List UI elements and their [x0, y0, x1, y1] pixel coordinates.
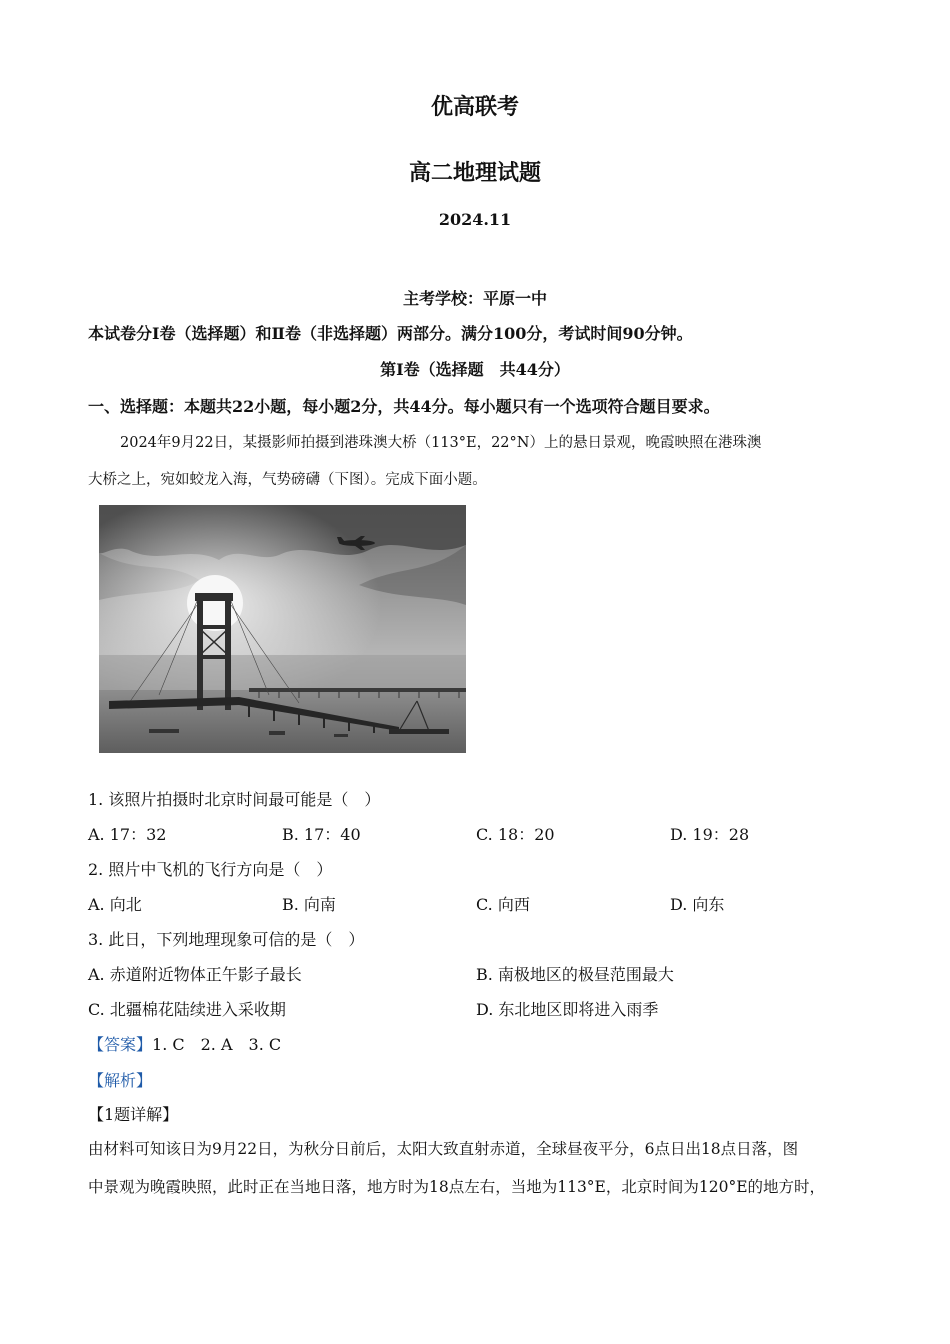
- question-2-option-b: B. 向南: [282, 895, 336, 914]
- question-3-option-b: B. 南极地区的极昼范围最大: [476, 965, 674, 984]
- part1-title: 第Ⅰ卷（选择题 共44分）: [380, 360, 570, 379]
- question-2-stem: 2. 照片中飞机的飞行方向是（ ）: [88, 860, 333, 879]
- intro-line-2: 大桥之上，宛如蛟龙入海，气势磅礴（下图）。完成下面小题。: [88, 472, 487, 488]
- question-3-option-a: A. 赤道附近物体正午影子最长: [88, 965, 302, 984]
- answer-line: [88, 1032, 281, 1055]
- question-1-option-c: C. 18：20: [476, 825, 555, 844]
- host-school: 主考学校：平原一中: [402, 289, 547, 308]
- intro-line-1: 2024年9月22日，某摄影师拍摄到港珠澳大桥（113°E，22°N）上的悬日景观，晚霞映照在港珠澳: [120, 435, 762, 451]
- question-3-option-c: C. 北疆棉花陆续进入采收期: [88, 1000, 286, 1019]
- analysis-line-1: 由材料可知该日为9月22日，为秋分日前后，太阳大致直射赤道，全球昼夜平分，6点日出18点日落，图: [88, 1140, 799, 1158]
- page-title: 高二地理试题: [408, 160, 541, 186]
- answer-text: 1. C 2. A 3. C: [152, 1035, 282, 1054]
- question-1-option-a: A. 17：32: [88, 825, 167, 844]
- question-3-stem: 3. 此日，下列地理现象可信的是（ ）: [88, 930, 365, 949]
- question-2-option-c: C. 向西: [476, 895, 530, 914]
- section1-title: 一、选择题：本题共22小题，每小题2分，共44分。每小题只有一个选项符合题目要求。: [88, 397, 720, 416]
- exam-date: 2024.11: [438, 210, 512, 229]
- instructions: 本试卷分Ⅰ卷（选择题）和Ⅱ卷（非选择题）两部分。满分100分，考试时间90分钟。: [88, 324, 693, 343]
- exam-name: 优高联考: [430, 94, 519, 120]
- question-3-option-d: D. 东北地区即将进入雨季: [476, 1000, 659, 1019]
- question-2-option-a: A. 向北: [88, 895, 142, 914]
- question-1-stem: 1. 该照片拍摄时北京时间最可能是（ ）: [88, 790, 381, 809]
- analysis-line-2: 中景观为晚霞映照，此时正在当地日落，地方时为18点左右，当地为113°E，北京时间为120°E的地方时，: [88, 1178, 826, 1196]
- analysis-label: 【解析】: [88, 1071, 153, 1090]
- question-1-option-d: D. 19：28: [670, 825, 750, 844]
- question-2-option-d: D. 向东: [670, 895, 725, 914]
- answer-label: 【答案】: [88, 1035, 153, 1054]
- question-1-option-b: B. 17：40: [282, 825, 361, 844]
- bridge-sunset-photo: [99, 505, 466, 753]
- analysis-detail-title: 【1题详解】: [88, 1105, 179, 1124]
